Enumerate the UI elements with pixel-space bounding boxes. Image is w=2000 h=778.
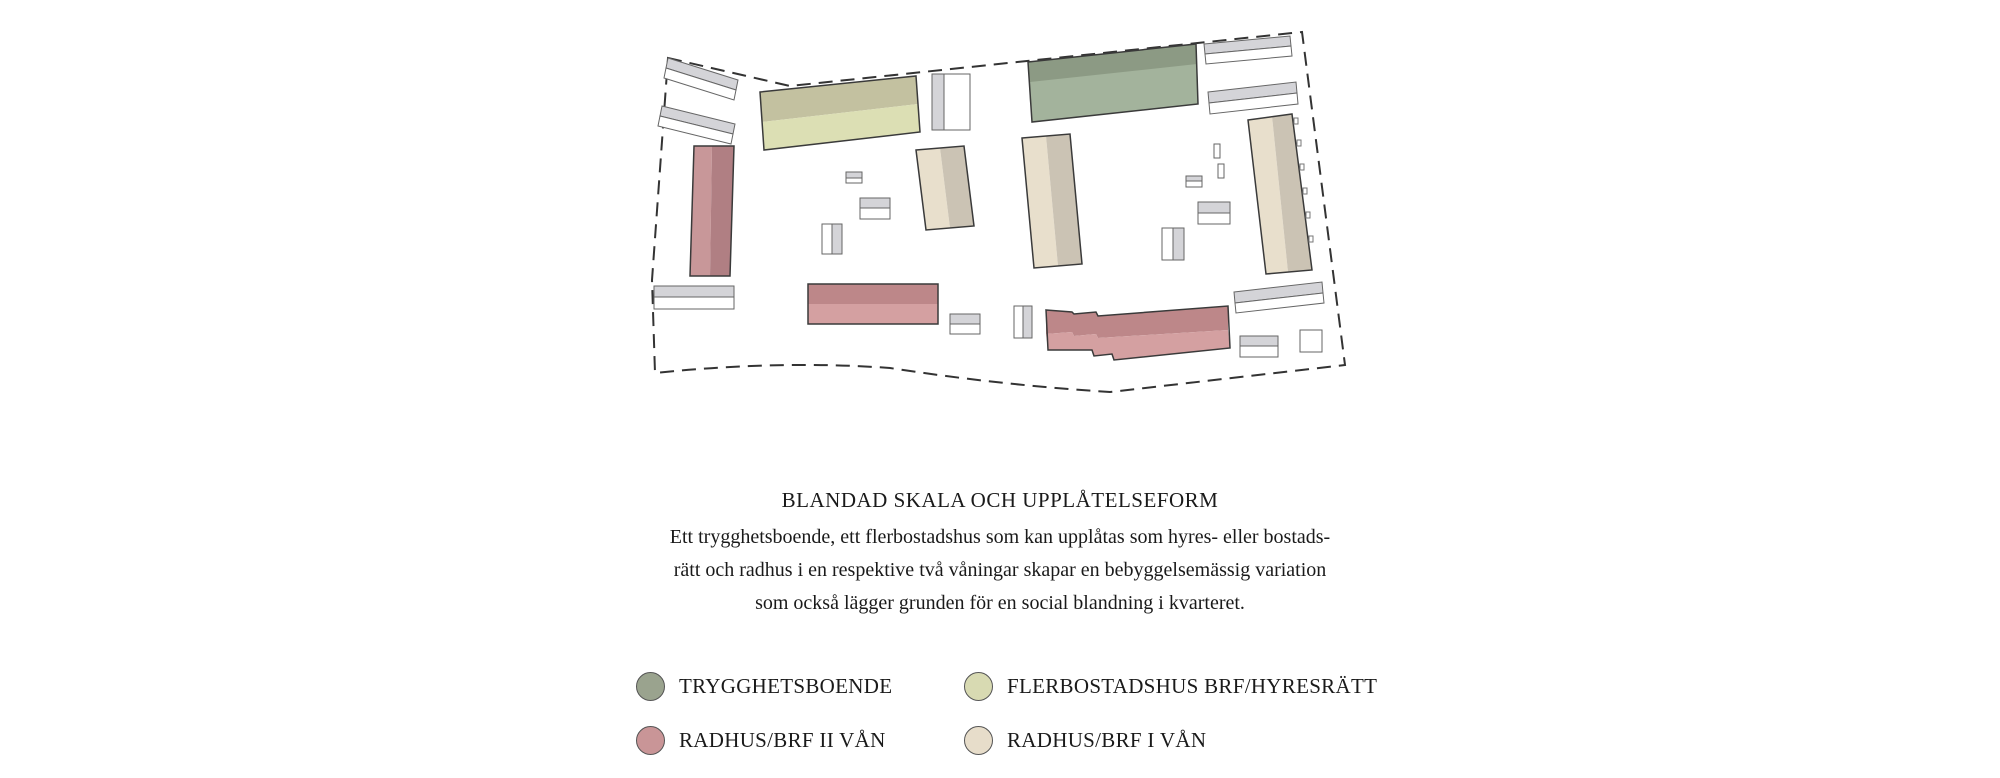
building-flerbostadshus: [760, 76, 920, 150]
shed-e4: [1214, 144, 1220, 158]
caption-title: BLANDAD SKALA OCH UPPLÅTELSEFORM: [781, 488, 1219, 512]
shed-nw-1: [664, 58, 738, 100]
shed-w: [654, 286, 734, 309]
legend-swatch: [636, 726, 665, 755]
shed-e5: [1218, 164, 1224, 178]
caption-body: [0, 521, 2000, 620]
legend-swatch: [636, 672, 665, 701]
building-radhus-i-2: [1022, 134, 1082, 268]
building-radhus-ii-west: [690, 146, 734, 276]
shed-e2: [1198, 202, 1230, 224]
legend-label: RADHUS/BRF II VÅN: [679, 727, 886, 752]
legend-swatch: [964, 672, 993, 701]
legend: [636, 668, 1436, 768]
shed-north-mid: [932, 74, 970, 130]
shed-ne-2: [1208, 82, 1298, 114]
legend-item-trygghetsboende: [636, 668, 892, 704]
shed-c1: [846, 172, 862, 183]
caption-line: Ett trygghetsboende, ett flerbostadshus som kan upplåtas som hyres- eller bostads-: [669, 526, 1331, 548]
building-radhus-i-3: [1248, 114, 1313, 274]
legend-label: RADHUS/BRF I VÅN: [1007, 727, 1207, 752]
legend-label: TRYGGHETSBOENDE: [679, 673, 893, 698]
legend-label: FLERBOSTADSHUS BRF/HYRESRÄTT: [1007, 673, 1378, 698]
legend-swatch: [964, 726, 993, 755]
legend-item-radhus-ii: [636, 722, 886, 758]
building-radhus-ii-southeast: [1046, 306, 1230, 360]
caption-line: som också lägger grunden för en social blandning i kvarteret.: [755, 592, 1245, 614]
shed-e3: [1162, 228, 1184, 260]
shed-se-3: [1300, 330, 1322, 352]
building-radhus-i-1: [916, 146, 974, 230]
shed-se-2: [1240, 336, 1278, 357]
caption-line: rätt och radhus i en respektive två våningar skapar en bebyggelsemässig variation: [673, 559, 1327, 581]
shed-c3: [822, 224, 842, 254]
shed-c4: [950, 314, 980, 334]
shed-c2: [860, 198, 890, 219]
shed-se-1: [1234, 282, 1324, 313]
shed-nw-2: [658, 106, 735, 144]
shed-c5: [1014, 306, 1032, 338]
building-radhus-ii-south: [808, 284, 938, 324]
legend-item-flerbostadshus: [964, 668, 1377, 704]
legend-item-radhus-i: [964, 722, 1206, 758]
building-trygghetsboende: [1028, 44, 1198, 122]
shed-e1: [1186, 176, 1202, 187]
